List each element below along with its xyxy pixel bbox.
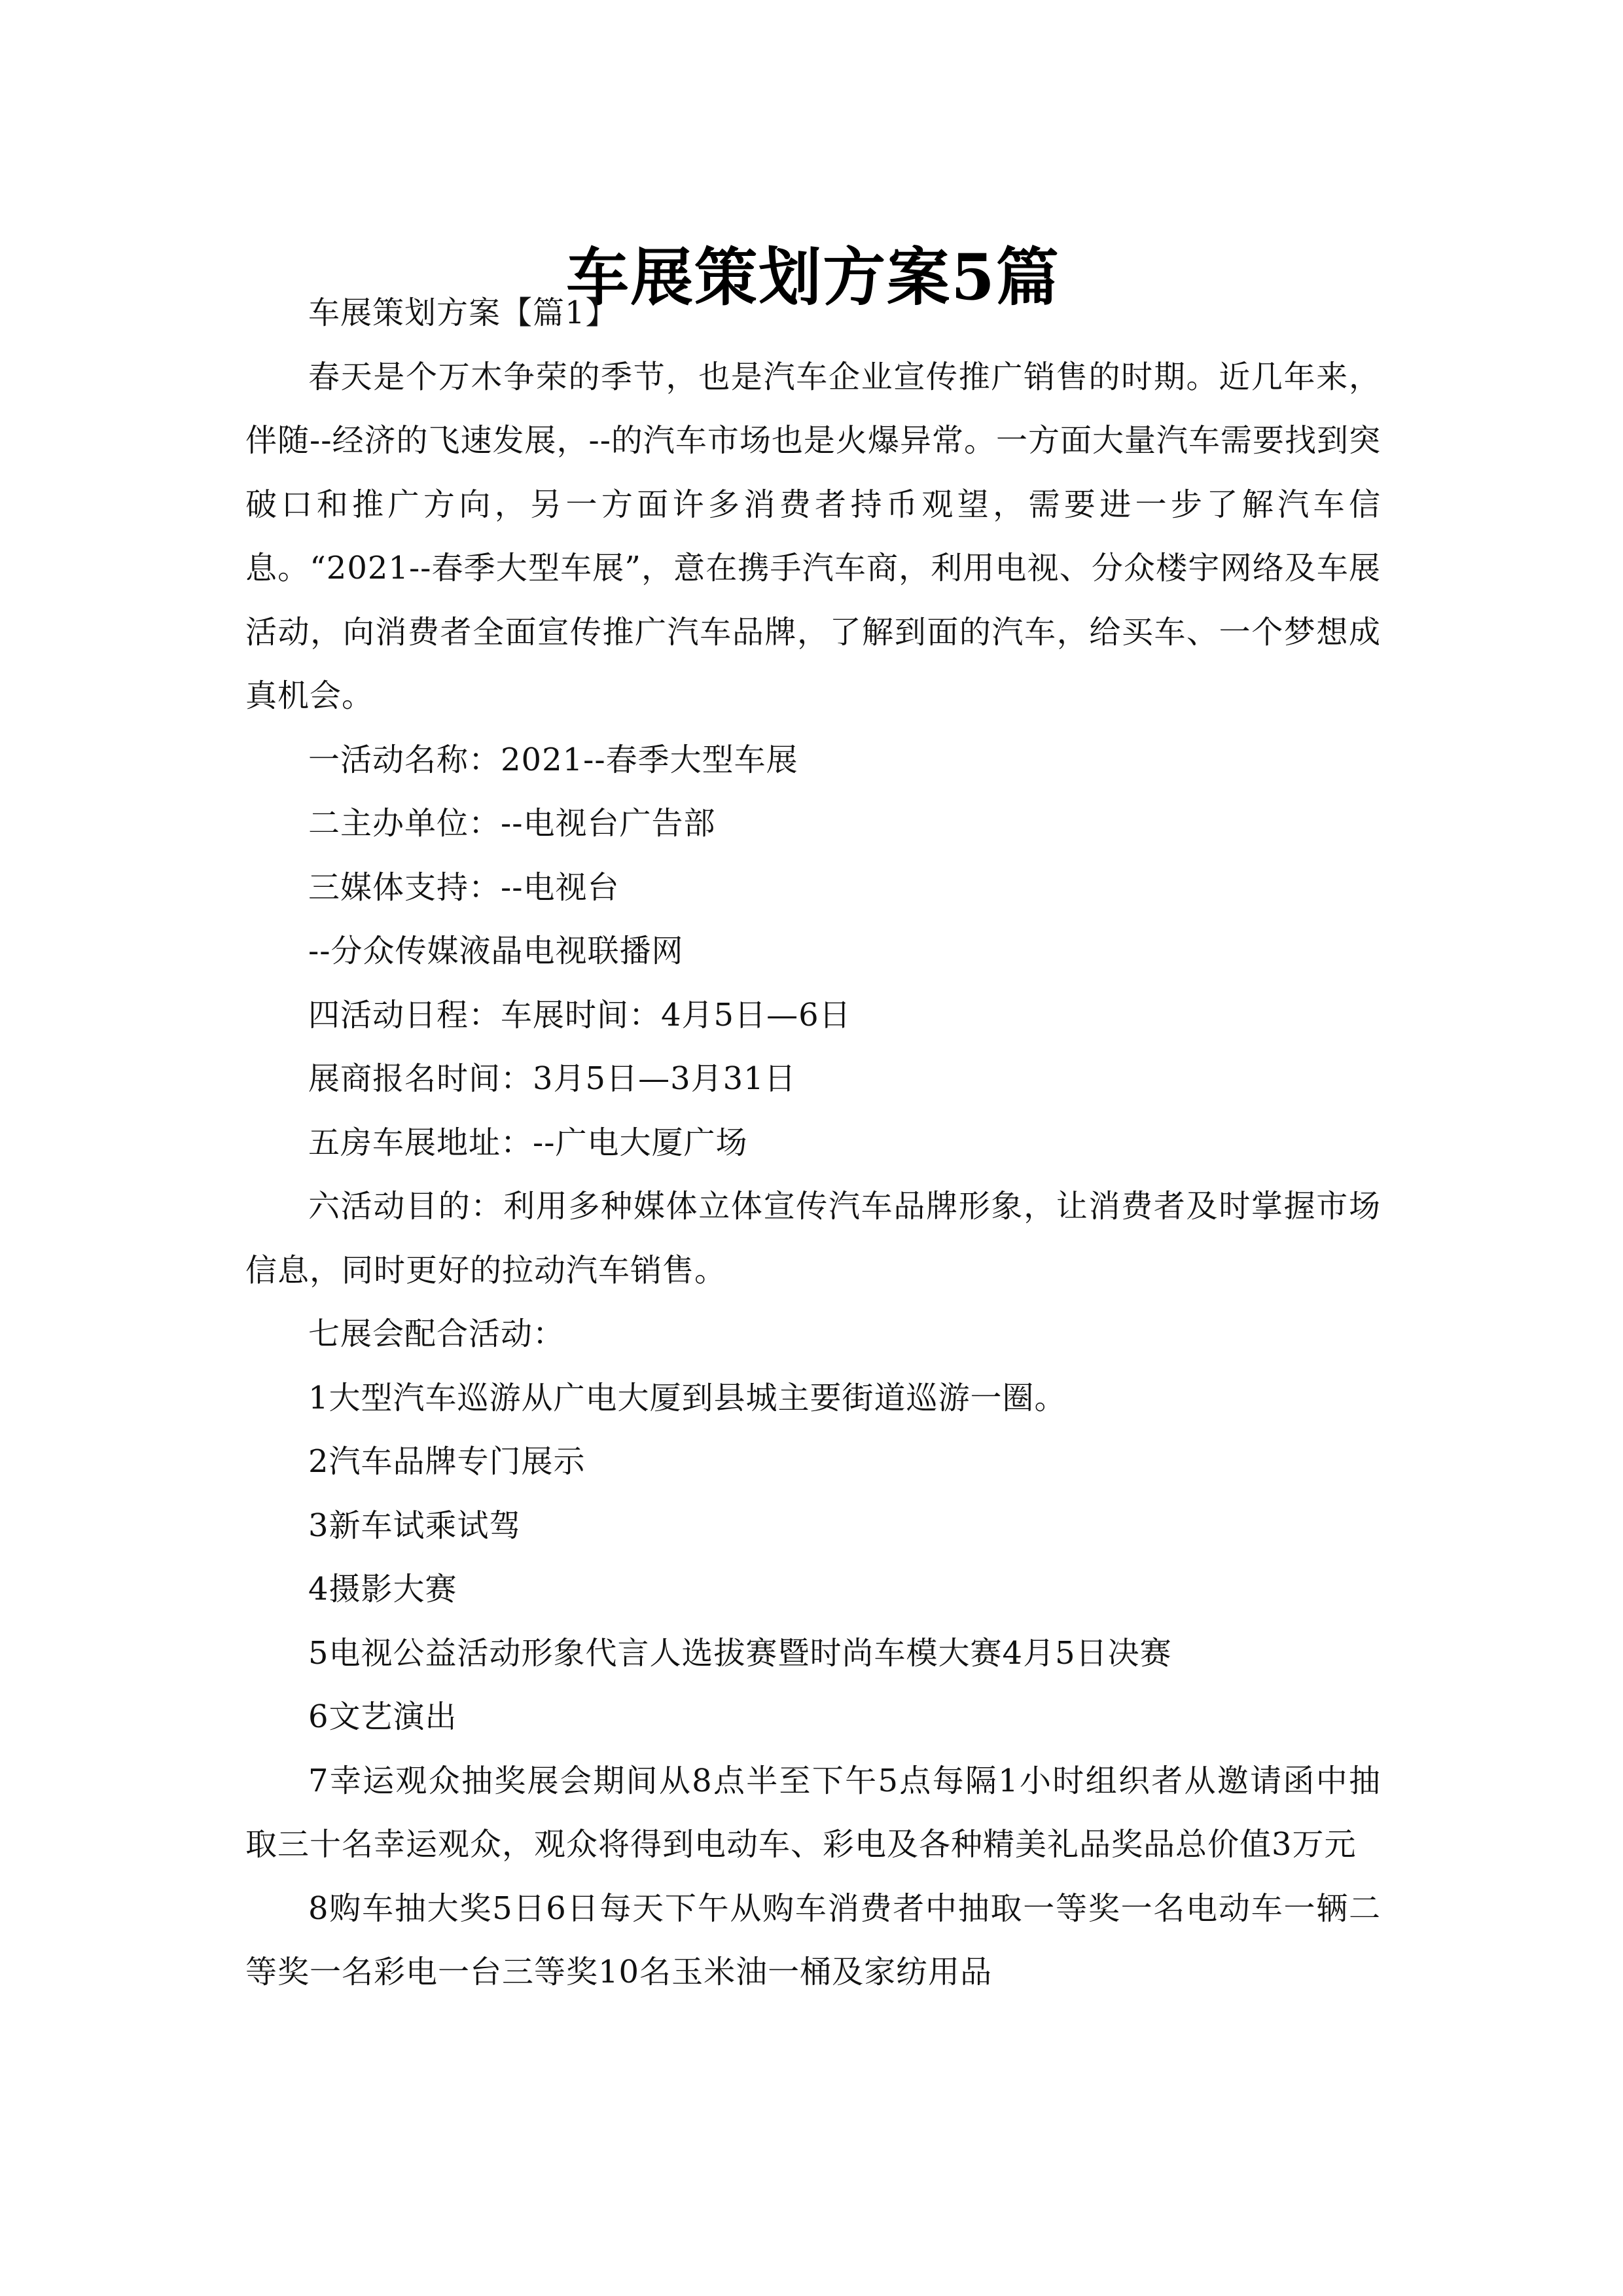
section-heading-1: 车展策划方案【篇1】 [308,295,618,331]
list-item: 2汽车品牌专门展示 [308,1443,586,1480]
list-item: 5电视公益活动形象代言人选拔赛暨时尚车模大赛4月5日决赛 [308,1634,1172,1672]
document-title: 车展策划方案5篇 [566,240,1060,315]
document-body [245,281,1381,2005]
supporting-activities-heading: 七展会配合活动： [308,1316,565,1352]
list-item: 8购车抽大奖5日6日每天下午从购车消费者中抽取一等奖一名电动车一辆二等奖一名彩电一台三等奖10名玉米油一桶及家纺用品 [245,1890,1381,1990]
list-item: 7幸运观众抽奖展会期间从8点半至下午5点每隔1小时组织者从邀请函中抽取三十名幸运观众，观众将得到电动车、彩电及各种精美礼品奖品总价值3万元 [245,1762,1381,1863]
activity-schedule: 四活动日程：车展时间：4月5日—6日 [308,996,851,1033]
list-item: 4摄影大赛 [308,1571,457,1607]
media-support-network: --分众传媒液晶电视联播网 [308,933,684,969]
activity-name: 一活动名称：2021--春季大型车展 [308,741,798,778]
venue-address: 五房车展地址：--广电大厦广场 [308,1124,748,1161]
media-support: 三媒体支持：--电视台 [308,869,620,906]
intro-paragraph: 春天是个万木争荣的季节，也是汽车企业宣传推广销售的时期。近几年来，伴随--经济的飞速发展，--的汽车市场也是火爆异常。一方面大量汽车需要找到突破口和推广方向，另一方面许多消费者持币观望，需要进一步了解汽车信息。“2021--春季大型车展”，意在携手汽车商，利用电视、分众楼宇网络及车展活动，向消费者全面宣传推广汽车品牌，了解到面的汽车，给买车、一个梦想成真机会。 [245,358,1381,714]
activity-purpose: 六活动目的：利用多种媒体立体宣传汽车品牌形象，让消费者及时掌握市场信息，同时更好的拉动汽车销售。 [245,1188,1381,1289]
list-item: 6文艺演出 [308,1698,457,1735]
list-item: 1大型汽车巡游从广电大厦到县城主要街道巡游一圈。 [308,1379,1067,1416]
exhibitor-registration: 展商报名时间：3月5日—3月31日 [308,1060,796,1097]
organizer: 二主办单位：--电视台广告部 [308,805,716,842]
list-item: 3新车试乘试驾 [308,1507,522,1544]
